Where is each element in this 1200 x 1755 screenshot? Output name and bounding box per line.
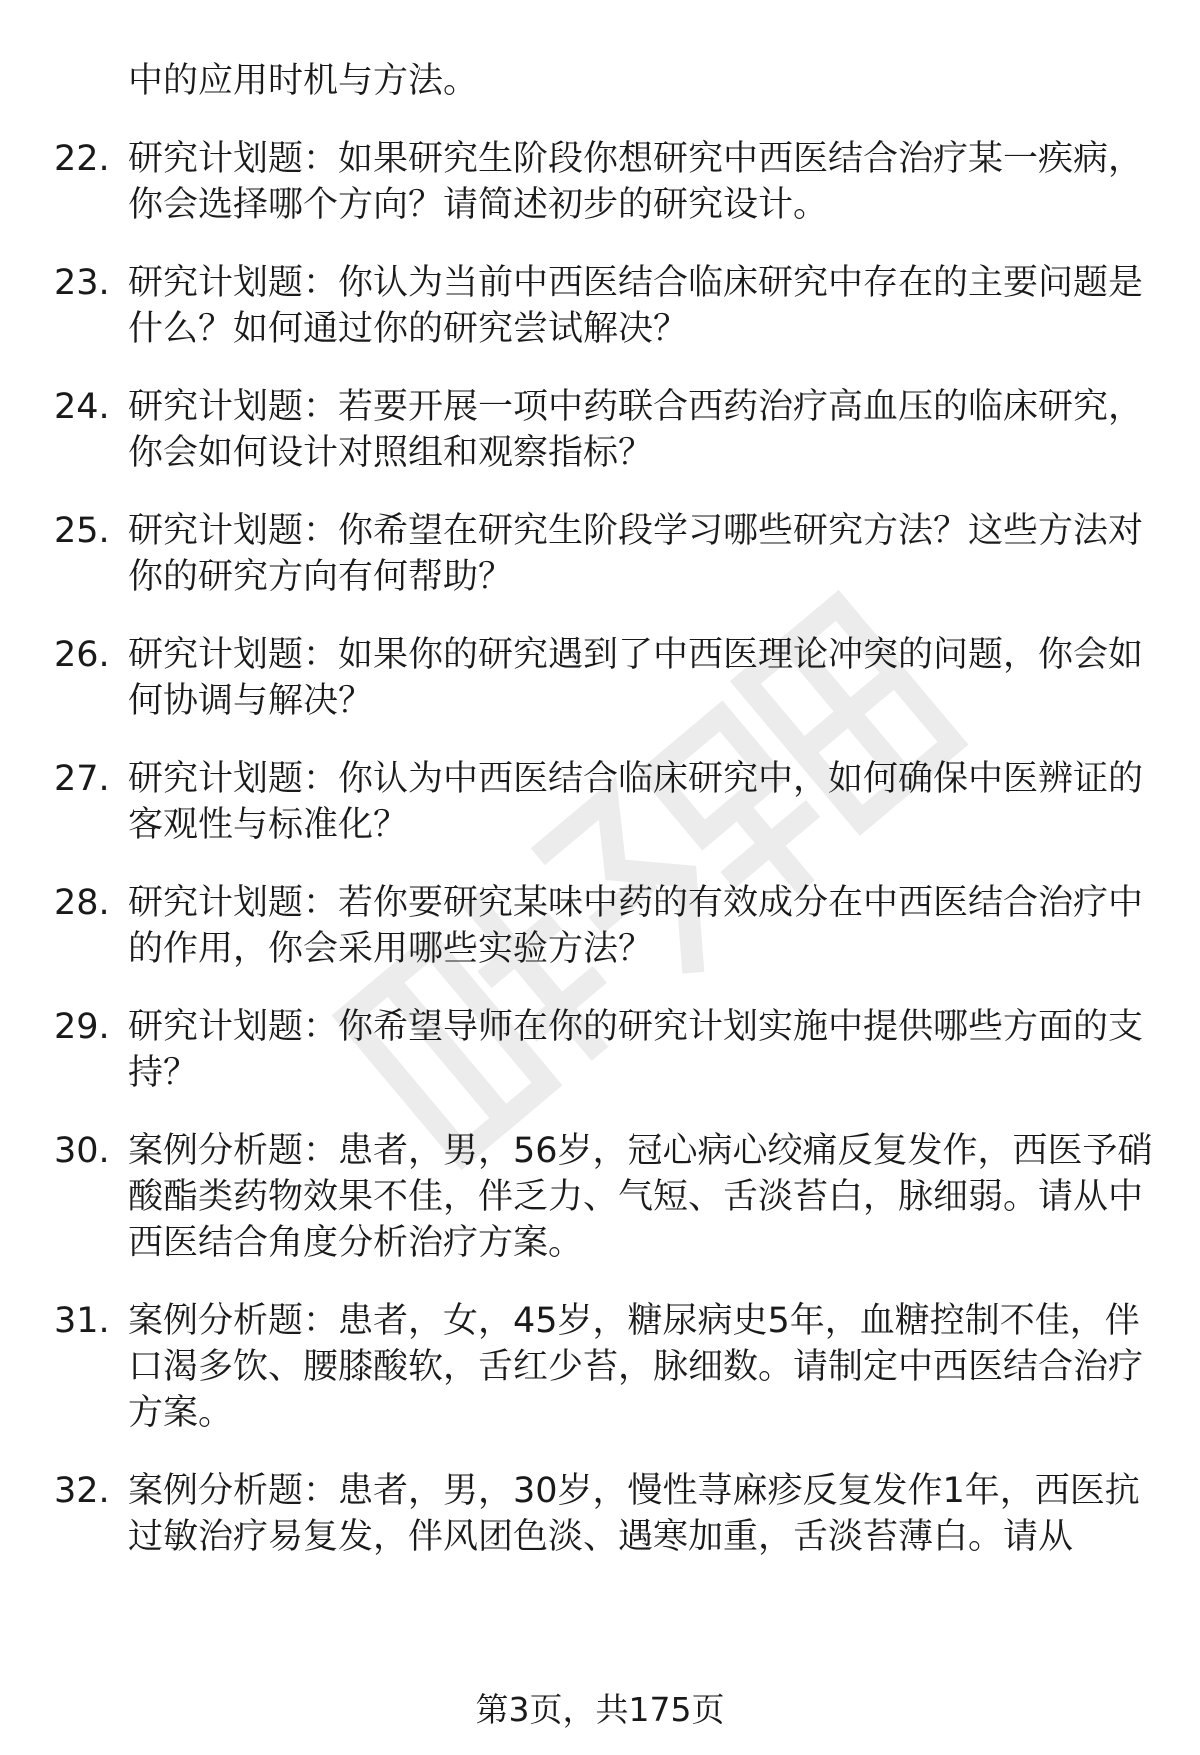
question-text: 研究计划题：你希望导师在你的研究计划实施中提供哪些方面的支持？ xyxy=(128,1007,1144,1093)
question-item xyxy=(54,1298,1154,1436)
question-text: 研究计划题：你希望在研究生阶段学习哪些研究方法？这些方法对你的研究方向有何帮助？ xyxy=(128,511,1144,597)
question-item xyxy=(54,756,1154,848)
question-number: 26. xyxy=(54,635,110,675)
question-number: 28. xyxy=(54,883,110,923)
question-number: 24. xyxy=(54,387,110,427)
question-item xyxy=(54,880,1154,972)
question-text: 案例分析题：患者，女，45岁，糖尿病史5年，血糖控制不佳，伴口渴多饮、腰膝酸软，舌红少苔，脉细数。请制定中西医结合治疗方案。 xyxy=(128,1301,1144,1433)
question-item xyxy=(54,136,1154,228)
question-number: 30. xyxy=(54,1131,110,1171)
question-number: 31. xyxy=(54,1301,110,1341)
question-text: 研究计划题：若要开展一项中药联合西药治疗高血压的临床研究，你会如何设计对照组和观察指标？ xyxy=(128,387,1144,473)
question-text: 研究计划题：若你要研究某味中药的有效成分在中西医结合治疗中的作用，你会采用哪些实验方法？ xyxy=(128,883,1144,969)
question-number: 23. xyxy=(54,263,110,303)
question-number: 29. xyxy=(54,1007,110,1047)
question-number: 25. xyxy=(54,511,110,551)
question-text: 研究计划题：你认为中西医结合临床研究中，如何确保中医辨证的客观性与标准化？ xyxy=(128,759,1144,845)
question-item xyxy=(54,384,1154,476)
question-item xyxy=(54,1468,1154,1560)
question-item xyxy=(54,1128,1154,1266)
question-item xyxy=(54,1004,1154,1096)
question-item xyxy=(54,260,1154,352)
question-number: 22. xyxy=(54,139,110,179)
question-text: 研究计划题：如果你的研究遇到了中西医理论冲突的问题，你会如何协调与解决？ xyxy=(128,635,1144,721)
continuation-text: 中的应用时机与方法。 xyxy=(128,61,479,101)
question-list xyxy=(54,58,1154,1592)
question-text: 案例分析题：患者，男，30岁，慢性荨麻疹反复发作1年，西医抗过敏治疗易复发，伴风团色淡、遇寒加重，舌淡苔薄白。请从 xyxy=(128,1471,1140,1557)
question-text: 研究计划题：如果研究生阶段你想研究中西医结合治疗某一疾病，你会选择哪个方向？请简述初步的研究设计。 xyxy=(128,139,1144,225)
question-text: 研究计划题：你认为当前中西医结合临床研究中存在的主要问题是什么？如何通过你的研究尝试解决？ xyxy=(128,263,1144,349)
question-item xyxy=(54,632,1154,724)
page-number-footer: 第3页，共175页 xyxy=(475,1690,725,1729)
question-item xyxy=(54,508,1154,600)
question-number: 32. xyxy=(54,1471,110,1511)
question-text: 案例分析题：患者，男，56岁，冠心病心绞痛反复发作，西医予硝酸酯类药物效果不佳，伴乏力、气短、舌淡苔白，脉细弱。请从中西医结合角度分析治疗方案。 xyxy=(128,1131,1153,1263)
question-number: 27. xyxy=(54,759,110,799)
